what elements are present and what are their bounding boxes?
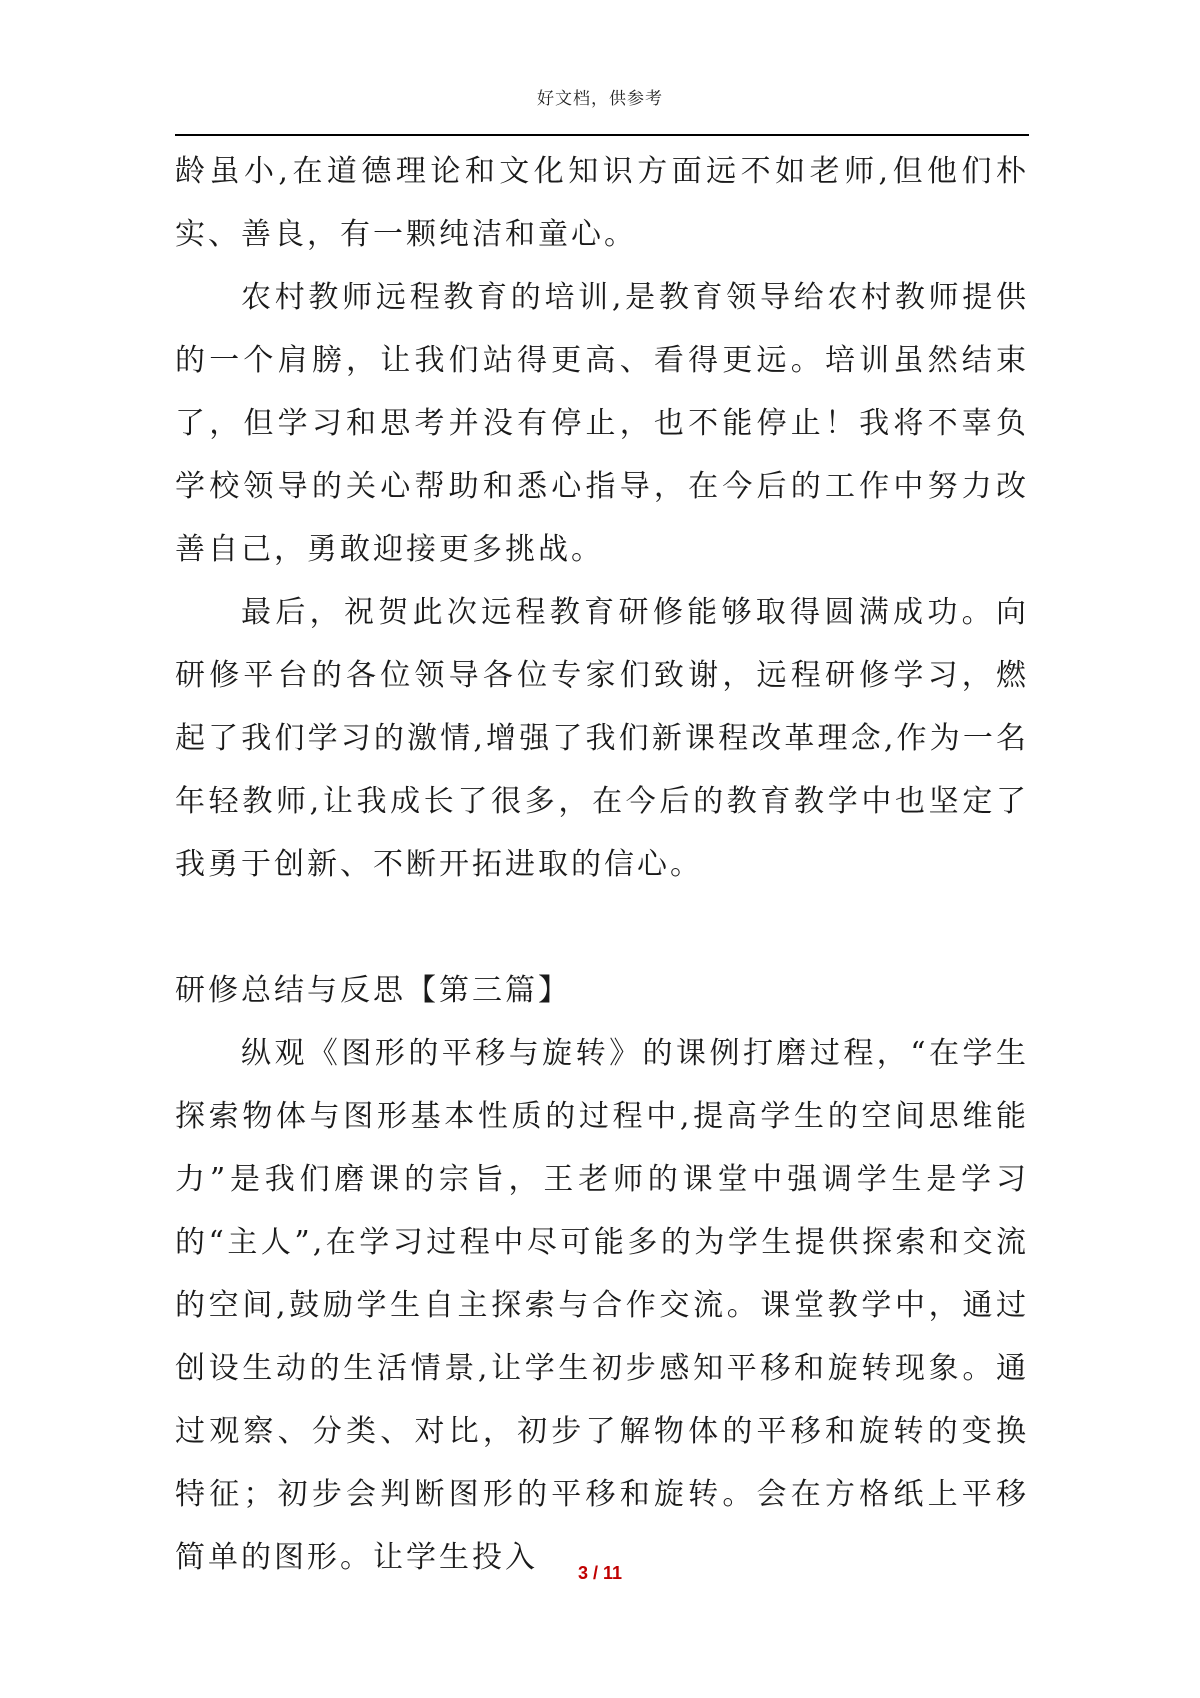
header-divider	[175, 134, 1029, 136]
paragraph-continued: 龄虽小,在道德理论和文化知识方面远不如老师,但他们朴实、善良，有一颗纯洁和童心。	[175, 154, 1029, 252]
paragraph-conclusion: 最后，祝贺此次远程教育研修能够取得圆满成功。向研修平台的各位领导各位专家们致谢，远程研修学习，燃起了我们学习的激情,增强了我们新课程改革理念,作为一名年轻教师,让我成长了很多，在今后的教育教学中也坚定了我勇于创新、不断开拓进取的信心。	[175, 595, 1029, 882]
paragraph-lesson-review: 纵观《图形的平移与旋转》的课例打磨过程，“在学生探索物体与图形基本性质的过程中,提高学生的空间思维能力”是我们磨课的宗旨，王老师的课堂中强调学生是学习的“主人”,在学习过程中尽可能多的为学生提供探索和交流的空间,鼓励学生自主探索与合作交流。课堂教学中，通过创设生动的生活情景,让学生初步感知平移和旋转现象。通过观察、分类、对比，初步了解物体的平移和旋转的变换特征；初步会判断图形的平移和旋转。会在方格纸上平移简单的图形。让学生投入	[175, 1036, 1029, 1575]
page-number: 3 / 11	[577, 1563, 623, 1583]
section-title: 研修总结与反思【第三篇】	[175, 973, 571, 1008]
document-body	[175, 140, 1029, 1589]
paragraph-training: 农村教师远程教育的培训,是教育领导给农村教师提供的一个肩膀，让我们站得更高、看得更远。培训虽然结束了，但学习和思考并没有停止，也不能停止！我将不辜负学校领导的关心帮助和悉心指导，在今后的工作中努力改善自己，勇敢迎接更多挑战。	[175, 280, 1029, 567]
page-header: 好文档，供参考	[537, 89, 663, 109]
